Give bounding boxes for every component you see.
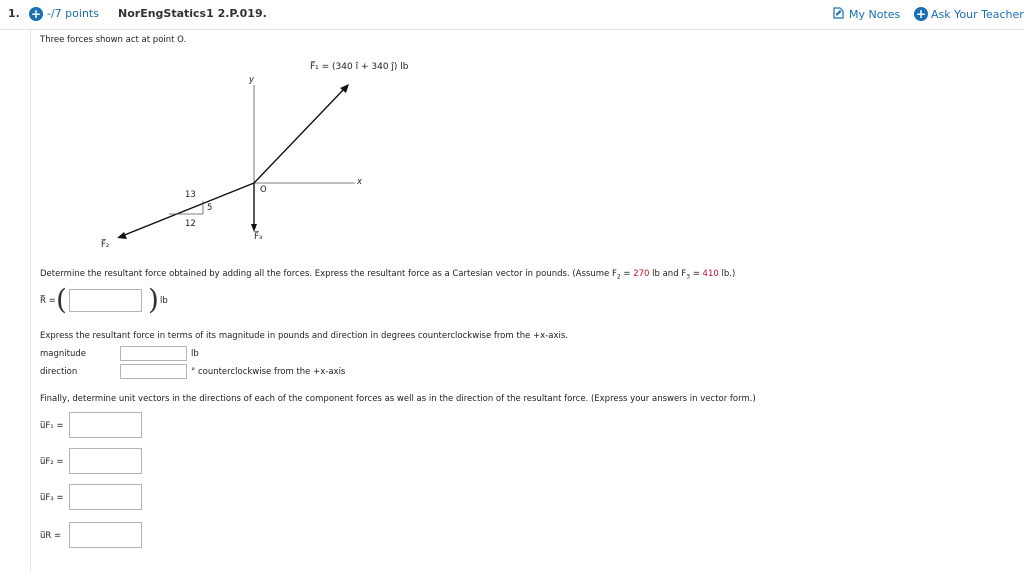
magnitude-unit: lb xyxy=(191,349,199,359)
u-r-input[interactable] xyxy=(69,522,142,548)
ask-teacher-label: Ask Your Teacher xyxy=(931,7,1024,21)
u-f2-input[interactable] xyxy=(69,448,142,474)
points-link[interactable]: -/7 points xyxy=(47,7,99,20)
problem-intro: Three forces shown act at point O. xyxy=(40,35,187,45)
equals-text: = xyxy=(690,269,703,279)
open-paren: ( xyxy=(56,283,67,316)
r-label: R̅ = xyxy=(40,296,56,306)
direction-unit: ° counterclockwise from the +x-axis xyxy=(191,367,346,377)
triangle-horizontal-label: 12 xyxy=(185,219,196,229)
notes-icon xyxy=(833,7,844,22)
u-f3-label: u̅F₃ = xyxy=(40,493,64,503)
my-notes-label: My Notes xyxy=(849,7,901,21)
subscript-2: 2 xyxy=(616,273,621,281)
ask-teacher-button[interactable] xyxy=(914,5,1024,23)
y-axis-label: y xyxy=(249,75,255,85)
equals-text: = xyxy=(620,269,634,279)
question-title: NorEngStatics1 2.P.019. xyxy=(118,7,267,20)
magnitude-label: magnitude xyxy=(40,349,86,359)
resultant-unit: lb xyxy=(160,296,168,306)
direction-label: direction xyxy=(40,367,78,377)
prompt-text: Determine the resultant force obtained by adding all the forces. Express the resultant force as a Cartesian vector in pounds. (Assume F xyxy=(40,269,617,279)
plus-icon: + xyxy=(915,7,927,21)
u-f3-input[interactable] xyxy=(69,484,142,510)
f3-label: F̅₃ xyxy=(254,232,263,242)
magnitude-input[interactable] xyxy=(120,346,187,361)
prompt-end-text: lb.) xyxy=(718,269,736,279)
question-number: 1. xyxy=(8,7,20,20)
my-notes-button[interactable] xyxy=(833,5,900,23)
u-r-label: u̅R = xyxy=(40,531,62,541)
triangle-vertical-label: 5 xyxy=(207,203,213,213)
triangle-hypotenuse-label: 13 xyxy=(185,190,196,200)
u-f1-label: u̅F₁ = xyxy=(40,421,64,431)
left-divider xyxy=(30,30,31,573)
f2-value: 270 xyxy=(633,269,650,279)
unit-vectors-prompt: Finally, determine unit vectors in the directions of each of the component forces as well as in the direction of the resultant force. (Express your answers in vector form.) xyxy=(40,394,756,404)
question-header xyxy=(0,0,1024,30)
magnitude-direction-prompt: Express the resultant force in terms of its magnitude in pounds and direction in degrees counterclockwise from the +x-axis. xyxy=(40,331,568,341)
origin-label: O xyxy=(260,185,267,195)
f1-label: F̅₁ = (340 î + 340 ĵ) lb xyxy=(310,62,409,72)
force-diagram xyxy=(90,55,430,265)
x-axis-label: x xyxy=(357,177,363,187)
f2-label: F̅₂ xyxy=(101,240,110,250)
expand-plus-icon[interactable]: + xyxy=(30,7,42,21)
prompt-mid-text: lb and F xyxy=(649,269,687,279)
direction-input[interactable] xyxy=(120,364,187,379)
f3-value: 410 xyxy=(702,269,719,279)
close-paren: ) xyxy=(148,283,159,316)
resultant-prompt xyxy=(40,269,735,281)
u-f2-label: u̅F₂ = xyxy=(40,457,64,467)
resultant-vector-input[interactable] xyxy=(69,289,142,312)
u-f1-input[interactable] xyxy=(69,412,142,438)
subscript-3: 3 xyxy=(686,273,691,281)
